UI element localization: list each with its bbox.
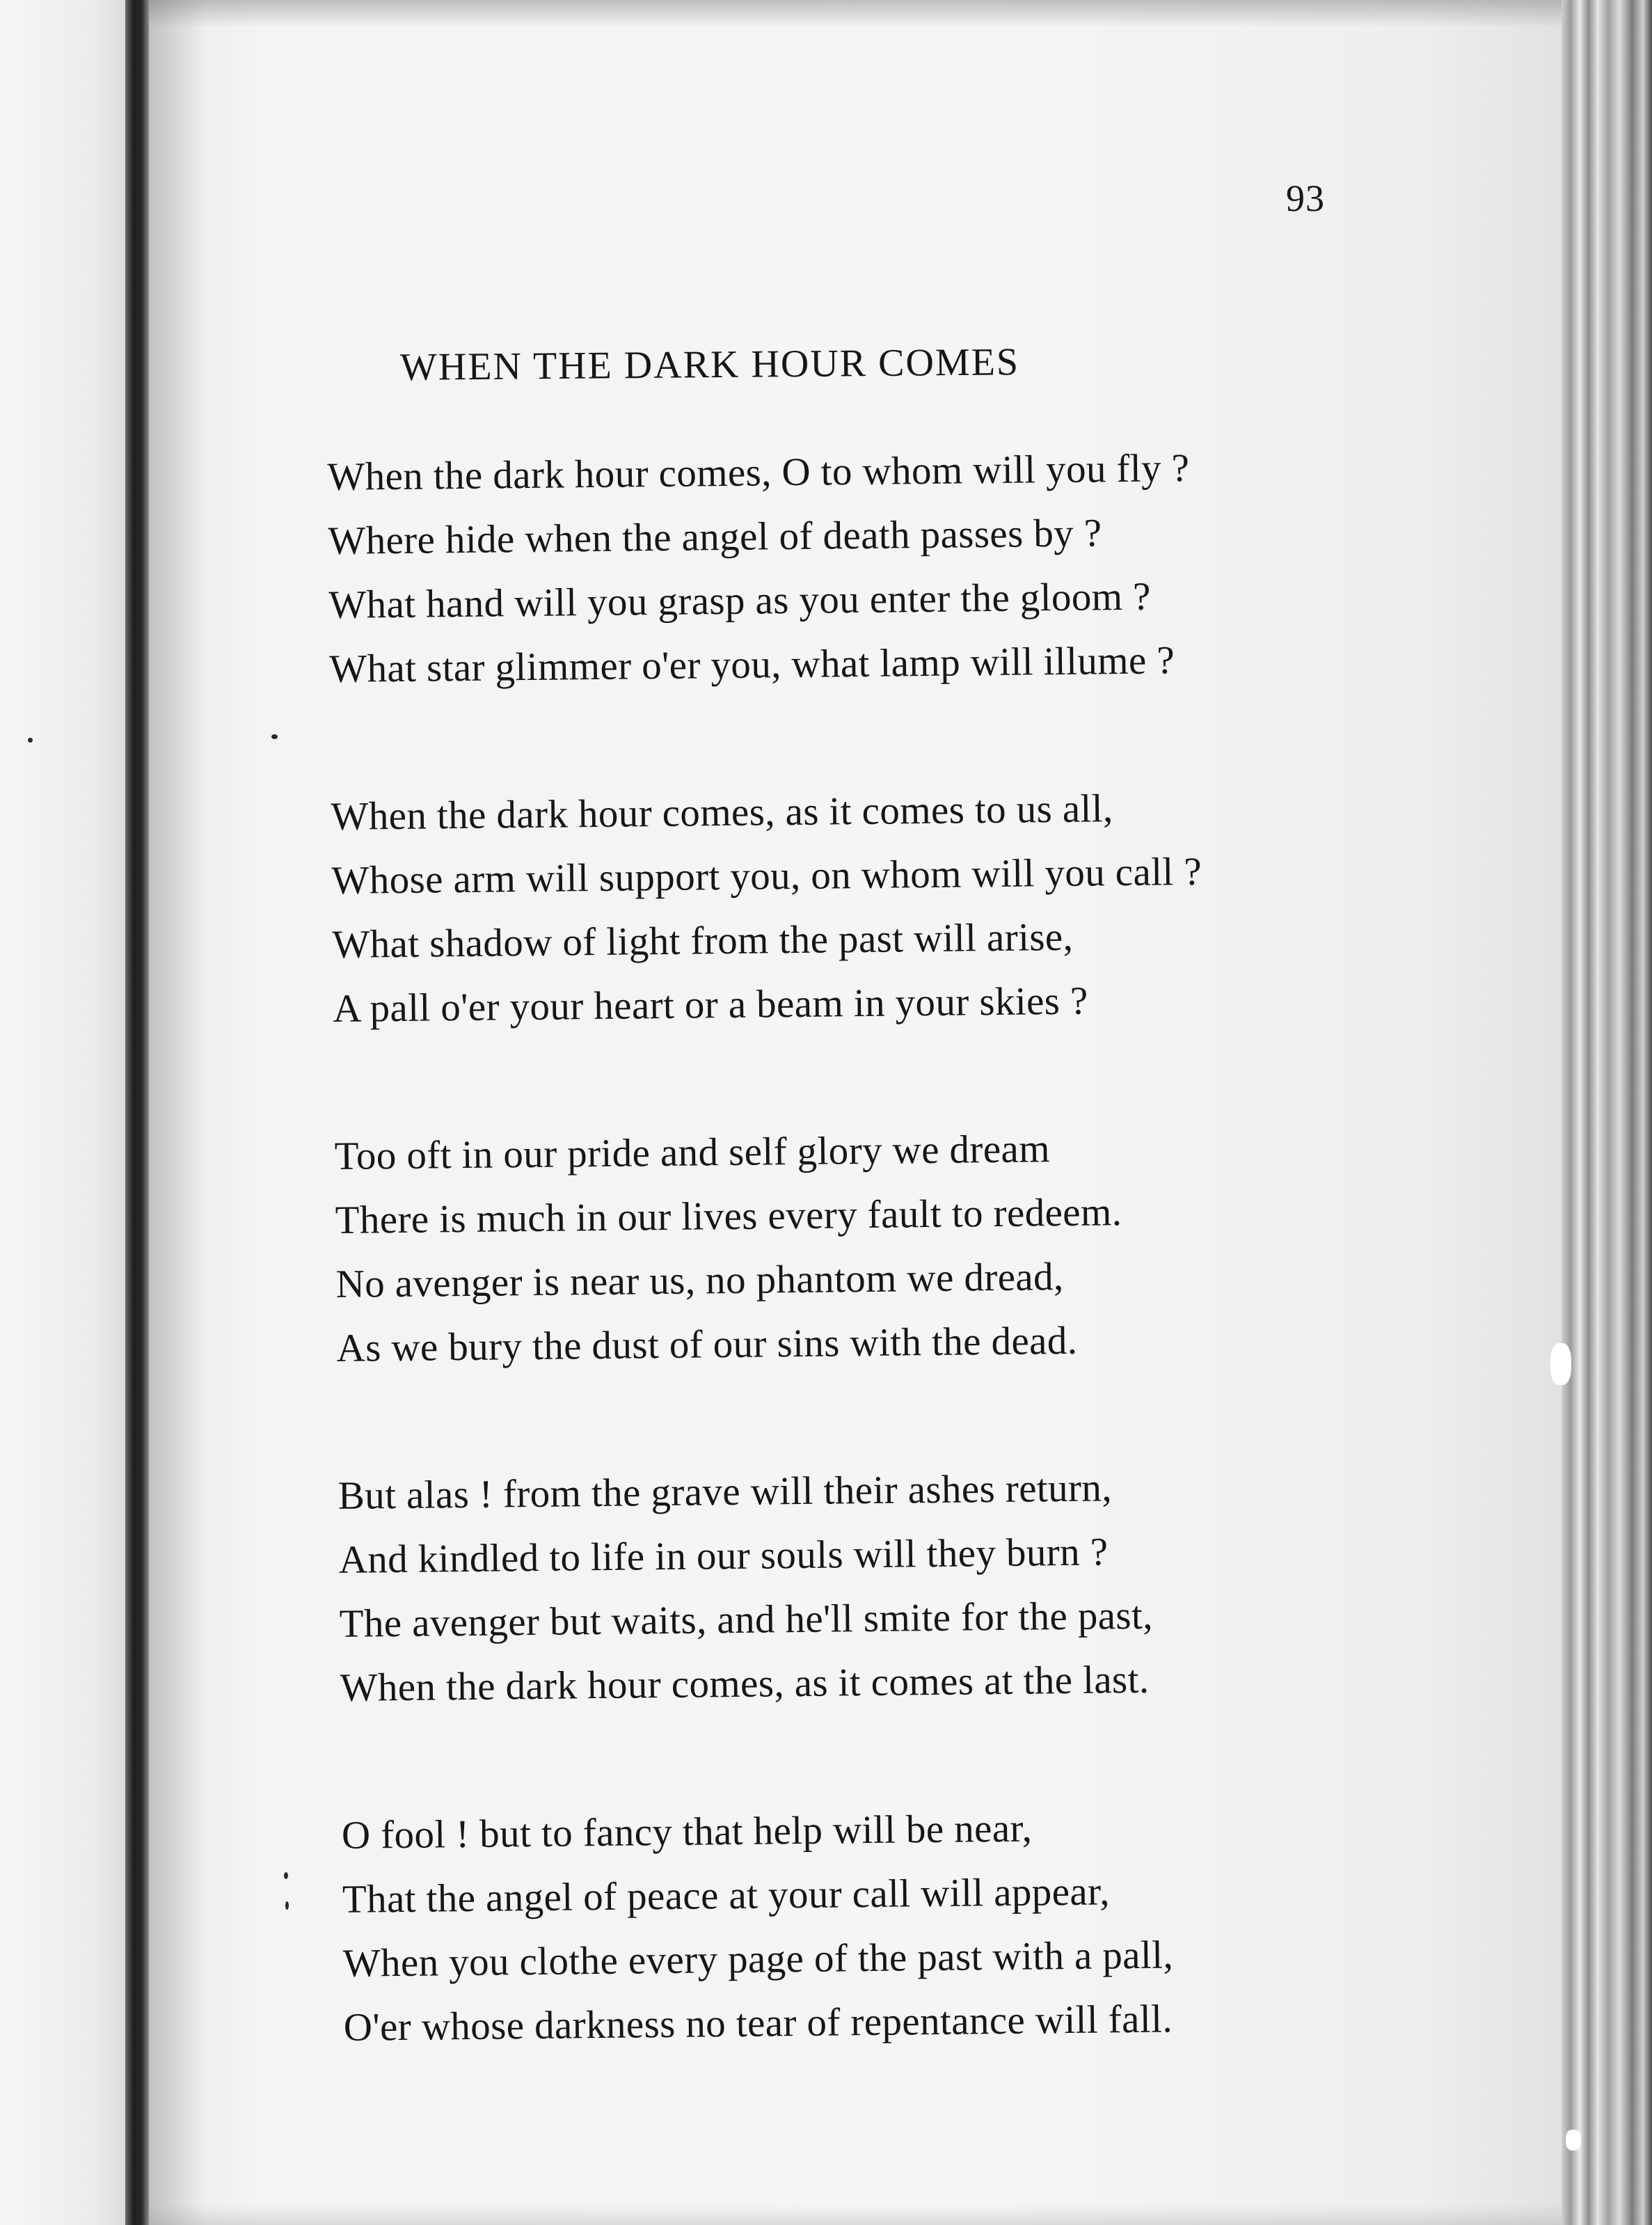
scan-speck <box>284 1872 288 1879</box>
scan-blot <box>1550 1343 1571 1385</box>
poem-line: And kindled to life in our souls will they burn ? <box>338 1530 1109 1582</box>
stanza <box>337 1453 1412 1720</box>
scan-speck <box>28 738 33 743</box>
scan-speck <box>271 734 278 739</box>
poem-line: Too oft in our pride and self glory we dream <box>334 1127 1051 1178</box>
stanza <box>341 1793 1415 2060</box>
gutter-shadow <box>149 0 205 2225</box>
poem-line: What shadow of light from the past will arise, <box>332 914 1074 967</box>
stanza <box>327 434 1401 702</box>
poem-line: As we bury the dust of our sins with the dead. <box>336 1318 1078 1370</box>
poem-title: WHEN THE DARK HOUR COMES <box>399 340 1020 389</box>
stanza <box>334 1114 1408 1381</box>
poem-line: No avenger is near us, no phantom we dread, <box>335 1254 1064 1306</box>
top-shadow <box>149 0 1562 28</box>
page-number: 93 <box>1286 177 1325 219</box>
poem-line: O fool ! but to fancy that help will be near, <box>341 1806 1033 1858</box>
poem-line: That the angel of peace at your call will appear, <box>342 1869 1111 1922</box>
bottom-shadow <box>149 2204 1562 2225</box>
poem-line: But alas ! from the grave will their ashes return, <box>337 1466 1113 1518</box>
scan-blot <box>1566 2130 1581 2151</box>
poem-body <box>327 434 1416 2144</box>
poem-line: There is much in our lives every fault to redeem. <box>335 1190 1122 1242</box>
poem-line: When the dark hour comes, as it comes at the last. <box>340 1657 1150 1710</box>
poem-line: O'er whose darkness no tear of repentance will fall. <box>343 1997 1173 2050</box>
facing-page-margin <box>0 0 132 2225</box>
poem-line: What hand will you grasp as you enter the gloom ? <box>328 574 1152 627</box>
poem-line: A pall o'er your heart or a beam in your skies ? <box>333 979 1088 1031</box>
poem-line: Whose arm will support you, on whom will you call ? <box>331 849 1202 903</box>
poem-line: When you clothe every page of the past with a pall, <box>342 1933 1174 1986</box>
stanza <box>331 774 1405 1041</box>
poem-line: When the dark hour comes, as it comes to us all, <box>331 786 1113 839</box>
poem-line: What star glimmer o'er you, what lamp will illume ? <box>329 638 1175 691</box>
book-gutter <box>125 0 149 2225</box>
page-edges <box>1562 0 1652 2225</box>
poem-line: Where hide when the angel of death passes by ? <box>328 511 1102 563</box>
poem-line: When the dark hour comes, O to whom will you fly ? <box>327 446 1190 499</box>
scan-speck <box>285 1901 289 1910</box>
poem-line: The avenger but waits, and he'll smite for the past, <box>339 1593 1154 1646</box>
